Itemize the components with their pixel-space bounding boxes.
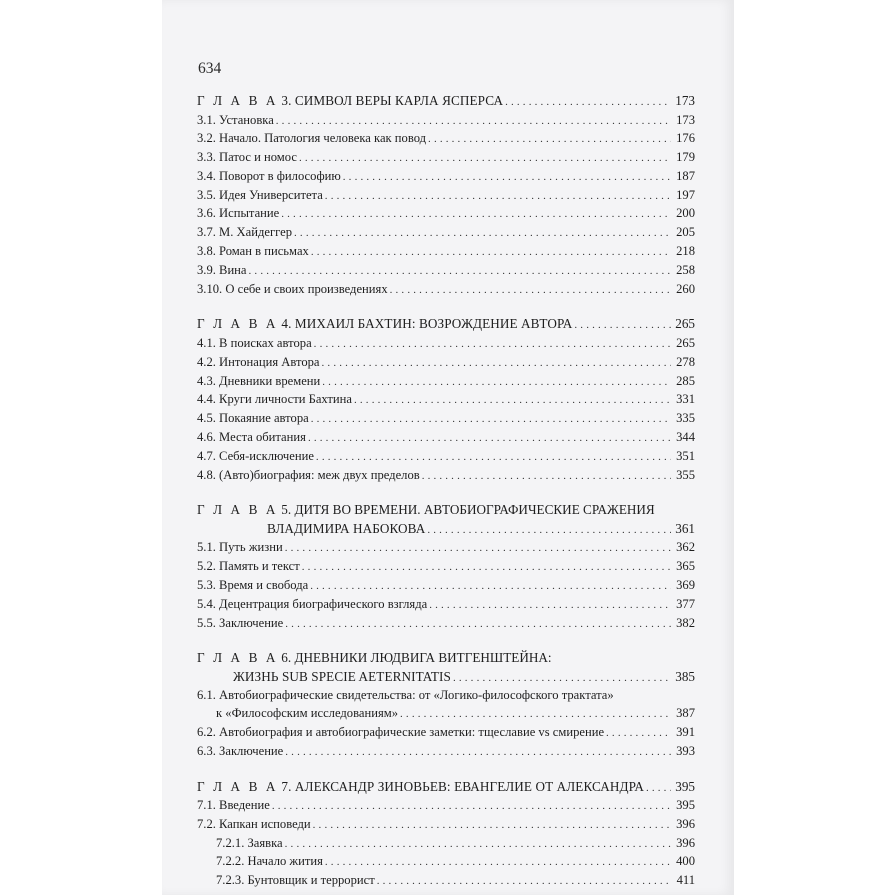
toc-entry [197,243,695,262]
dot-leader [574,315,671,335]
chapter-title-text: ДНЕВНИКИ ЛЮДВИГА ВИТГЕНШТЕЙНА: [294,650,552,666]
page-ref: 391 [676,724,695,739]
toc-entry [197,281,695,300]
entry-title: 4.2. Интонация Автора [197,354,320,369]
toc-entry [197,797,695,816]
dot-leader [322,373,671,392]
page-ref: 365 [676,559,695,574]
entry-title-cont: к «Философским исследованиям» [216,706,399,721]
dot-leader [313,816,671,835]
chapter-label: Г Л А В А [197,778,278,794]
toc-entry [197,262,695,281]
toc-entry [197,187,695,206]
entry-title: 5.4. Децентрация биографического взгляда [197,596,428,611]
entry-title: 5.1. Путь жизни [197,540,283,555]
toc-entry [197,168,695,187]
dot-leader [427,520,671,540]
page-ref: 331 [676,392,695,407]
page-ref: 361 [675,520,695,536]
chapter-heading [197,315,695,335]
toc-entry [197,539,695,558]
page-ref: 395 [675,778,695,794]
entry-title: 5.2. Память и текст [197,559,300,574]
entry-title: 3.4. Поворот в философию [197,168,341,183]
dot-leader [281,205,671,224]
entry-title: 4.6. Места обитания [197,429,306,444]
entry-title: 7.2. Капкан исповеди [197,816,311,831]
chapter-heading [197,778,695,798]
chapter-title [197,315,572,334]
page-ref: 265 [676,335,695,350]
page-ref: 173 [675,93,695,108]
page-ref: 200 [676,206,695,221]
toc-entry [197,205,695,224]
toc-entry [197,130,695,149]
entry-title: 7.2.3. Бунтовщик и террорист [216,873,375,888]
page-ref: 351 [676,448,695,463]
page-ref: 173 [676,112,695,127]
chapter-label: Г Л А В А [197,502,278,518]
chapter-title-cont: ЖИЗНЬ SUB SPECIE AETERNITATIS [233,668,451,684]
dot-leader [343,168,671,187]
toc-entry [197,816,695,835]
chapter-4 [197,315,695,485]
dot-leader [302,558,671,577]
toc-entry [197,354,695,373]
toc-subentry [197,872,695,891]
toc-entry [197,724,695,743]
dot-leader [316,448,671,467]
entry-title: 4.3. Дневники времени [197,373,321,388]
dot-leader [354,391,671,410]
entry-title: 6.2. Автобиография и автобиографические заметки: тщеславие vs смирение [197,724,605,739]
page-ref: 285 [676,373,695,388]
toc-entry [197,615,695,634]
entry-title: 4.4. Круги личности Бахтина [197,392,352,407]
entry-title: 3.1. Установка [197,112,274,127]
chapter-7 [197,778,695,891]
toc-subentry [197,835,695,854]
entry-title: 3.7. М. Хайдеггер [197,225,293,240]
dot-leader [429,596,671,615]
page-ref: 400 [676,854,695,869]
page-ref: 260 [676,281,695,296]
entry-title: 4.1. В поисках автора [197,335,312,350]
toc-entry [197,149,695,168]
entry-title: 7.2.1. Заявка [216,835,283,850]
toc-entry [197,391,695,410]
page-ref: 362 [676,540,695,555]
chapter-title [197,92,503,111]
page-ref: 377 [676,596,695,611]
chapter-heading [197,501,695,520]
book-page [162,0,734,895]
dot-leader [325,187,671,206]
dot-leader [285,835,671,854]
dot-leader [428,130,671,149]
entry-title: 7.1. Введение [197,798,270,813]
chapter-5 [197,501,695,633]
page-ref: 218 [676,244,695,259]
page-ref: 176 [676,131,695,146]
dot-leader [325,853,671,872]
chapter-6 [197,649,695,761]
chapter-number: 7. [281,778,292,794]
toc-entry [197,743,695,762]
entry-title: 6.3. Заключение [197,743,284,758]
dot-leader [311,243,671,262]
dot-leader [606,724,671,743]
page-ref: 278 [676,354,695,369]
table-of-contents [197,92,695,895]
dot-leader [285,743,671,762]
page-ref: 258 [676,262,695,277]
entry-title: 4.7. Себя-исключение [197,448,314,463]
toc-subentry [197,853,695,872]
chapter-3 [197,92,695,299]
page-ref: 387 [676,706,695,721]
toc-entry [197,429,695,448]
entry-title: 3.10. О себе и своих произведениях [197,281,388,296]
toc-entry [197,410,695,429]
page-ref: 396 [676,816,695,831]
page-ref: 344 [676,429,695,444]
entry-title: 4.8. (Авто)биография: меж двух пределов [197,467,420,482]
page-ref: 187 [676,168,695,183]
dot-leader [377,872,671,891]
dot-leader [422,467,671,486]
dot-leader [311,410,671,429]
chapter-title-text: МИХАИЛ БАХТИН: ВОЗРОЖДЕНИЕ АВТОРА [294,316,573,332]
chapter-heading [197,649,695,668]
entry-title: 3.3. Патос и номос [197,150,297,165]
entry-title: 3.9. Вина [197,262,247,277]
entry-title: 4.5. Покаяние автора [197,411,309,426]
chapter-title-cont: ВЛАДИМИРА НАБОКОВА [267,520,426,536]
chapter-label: Г Л А В А [197,93,278,108]
page-ref: 396 [676,835,695,850]
page-ref: 205 [676,225,695,240]
toc-entry [197,335,695,354]
page-ref: 393 [676,743,695,758]
chapter-number: 5. [281,502,292,518]
dot-leader [322,354,671,373]
page-ref: 265 [675,316,695,332]
page-ref: 369 [676,577,695,592]
page-ref: 385 [675,668,695,684]
page-ref: 179 [676,150,695,165]
toc-entry [197,112,695,131]
toc-entry [197,448,695,467]
page-number: 634 [198,60,222,77]
dot-leader [314,335,671,354]
toc-entry [197,467,695,486]
dot-leader [400,705,671,724]
toc-entry [197,373,695,392]
chapter-number: 4. [281,316,292,332]
chapter-title-text: АЛЕКСАНДР ЗИНОВЬЕВ: ЕВАНГЕЛИЕ ОТ АЛЕКСАНДРА [294,778,644,794]
entry-title: 3.5. Идея Университета [197,187,323,202]
page-ref: 411 [676,873,695,888]
toc-entry [197,558,695,577]
chapter-title-text: СИМВОЛ ВЕРЫ КАРЛА ЯСПЕРСА [294,93,504,108]
dot-leader [299,149,671,168]
dot-leader [285,615,671,634]
chapter-number: 6. [281,650,292,666]
entry-title: 5.5. Заключение [197,615,284,630]
toc-entry [197,596,695,615]
dot-leader [272,797,671,816]
dot-leader [646,778,671,798]
dot-leader [505,92,671,112]
toc-entry [197,705,695,724]
chapter-heading-continuation [197,668,695,688]
toc-entry [197,577,695,596]
page-ref: 395 [676,798,695,813]
chapter-title [197,778,644,797]
entry-title: 3.6. Испытание [197,206,280,221]
dot-leader [294,224,671,243]
dot-leader [308,429,671,448]
chapter-title-text: ДИТЯ ВО ВРЕМЕНИ. АВТОБИОГРАФИЧЕСКИЕ СРАЖЕНИЯ [294,502,655,518]
dot-leader [453,668,671,688]
chapter-heading-continuation [197,520,695,540]
toc-entry-line1 [197,687,695,705]
chapter-number: 3. [281,93,292,108]
entry-title: 3.2. Начало. Патология человека как повод [197,131,427,146]
entry-title: 5.3. Время и свобода [197,577,309,592]
entry-title: 7.2.2. Начало жития [216,854,323,869]
dot-leader [285,539,671,558]
page-ref: 382 [676,615,695,630]
entry-title: 3.8. Роман в письмах [197,244,309,259]
chapter-heading [197,92,695,112]
dot-leader [276,112,671,131]
page-ref: 197 [676,187,695,202]
entry-title: 6.1. Автобиографические свидетельства: от «Логико-философского трактата» [197,688,614,703]
dot-leader [310,577,671,596]
page-ref: 335 [676,411,695,426]
toc-entry [197,224,695,243]
dot-leader [390,281,671,300]
page-ref: 355 [676,467,695,482]
chapter-label: Г Л А В А [197,316,278,332]
chapter-label: Г Л А В А [197,650,278,666]
dot-leader [249,262,671,281]
